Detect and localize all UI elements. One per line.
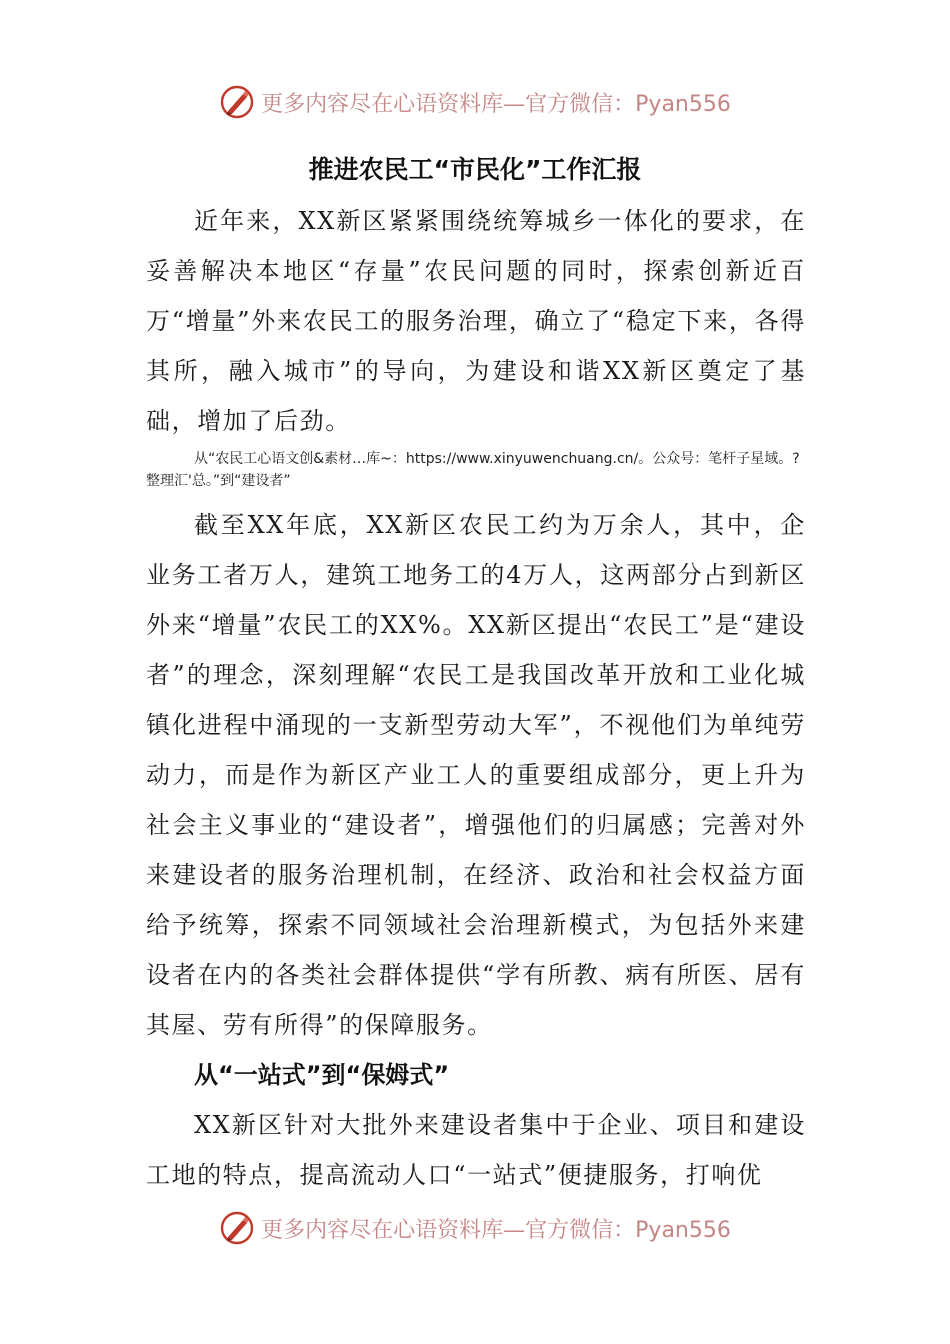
- wechat-id: Pyan556: [635, 91, 731, 117]
- banner-text: 更多内容尽在心语资料库—官方微信：: [261, 91, 636, 117]
- section-heading: 从“一站式”到“保姆式”: [194, 1061, 450, 1089]
- header-banner: [0, 80, 950, 124]
- paragraph-intro: 近年来，XX新区紧紧围绕统筹城乡一体化的要求，在妥善解决本地区“存量”农民问题的同时，探索创新近百万“增量”外来农民工的服务治理，确立了“稳定下来，各得其所，融入城市”的导向，为建设和谐XX新区奠定了基础，增加了后劲。: [146, 207, 806, 435]
- footer-banner: [0, 1206, 950, 1250]
- paragraph-services: XX新区针对大批外来建设者集中于企业、项目和建设工地的特点，提高流动人口“一站式”便捷服务，打响优: [146, 1111, 806, 1189]
- document-body: [146, 196, 806, 1200]
- pen-logo-icon: [219, 84, 255, 120]
- banner-text: 更多内容尽在心语资料库—官方微信：: [261, 1217, 636, 1243]
- paragraph-statistics: 截至XX年底，XX新区农民工约为万余人，其中，企业务工者万人，建筑工地务工的4万人，这两部分占到新区外来“增量”农民工的XX%。XX新区提出“农民工”是“建设者”的理念，深刻理解“农民工是我国改革开放和工业化城镇化进程中涌现的一支新型劳动大军”，不视他们为单纯劳动力，而是作为新区产业工人的重要组成部分，更上升为社会主义事业的“建设者”，增强他们的归属感；完善对外来建设者的服务治理机制，在经济、政治和社会权益方面给予统筹，探索不同领域社会治理新模式，为包括外来建设者在内的各类社会群体提供“学有所教、病有所医、居有其屋、劳有所得”的保障服务。: [146, 511, 806, 1039]
- source-note: 从“农民工心语文创&素材…库~：https://www.xinyuwenchuang.cn/。公众号：笔杆子星域。?整理汇'总。”到“建设者”: [146, 451, 800, 489]
- wechat-id: Pyan556: [635, 1217, 731, 1243]
- document-title: 推进农民工“市民化”工作汇报: [308, 155, 642, 184]
- pen-logo-icon: [219, 1210, 255, 1246]
